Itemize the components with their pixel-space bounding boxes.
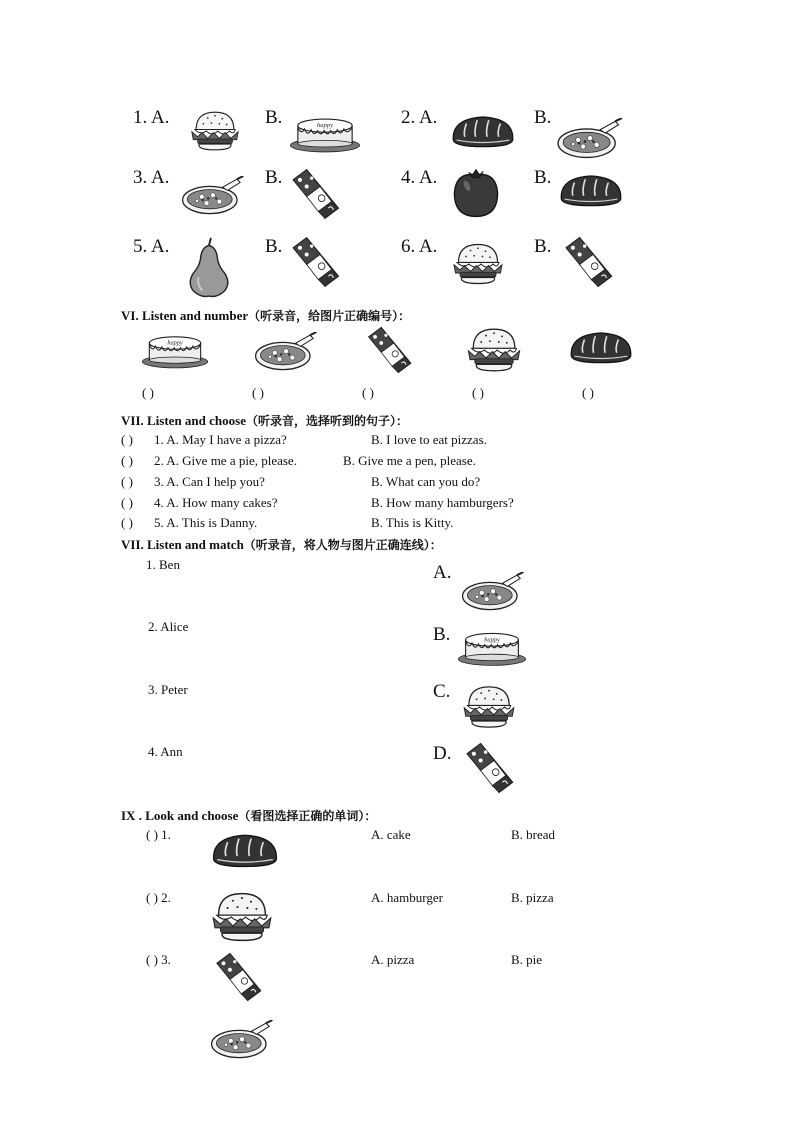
question-prompt[interactable]: ( ) 3. <box>146 952 171 967</box>
section-7-match-heading: VII. Listen and match（听录音，将人物与图片正确连线）： <box>121 537 442 552</box>
q1-number-a: 1. A. <box>133 107 170 128</box>
q6-number-a: 6. A. <box>401 236 438 257</box>
option-a: 5. A. This is Danny. <box>154 515 258 530</box>
hamburger-image <box>462 324 526 376</box>
pizza-image <box>460 572 526 612</box>
candy-bar-image <box>461 742 517 794</box>
option-a: 1. A. May I have a pizza? <box>154 432 287 447</box>
person-name: 4. Ann <box>148 744 183 759</box>
person-name: 2. Alice <box>148 619 189 634</box>
answer-bracket[interactable]: ( ) <box>252 385 264 400</box>
option-a: A. pizza <box>371 952 415 967</box>
match-letter: B. <box>433 624 451 645</box>
candy-bar-image <box>362 326 416 374</box>
candy-bar-image <box>290 236 340 288</box>
hamburger-image <box>448 236 508 292</box>
match-letter: A. <box>433 562 452 583</box>
match-letter: C. <box>433 681 451 702</box>
option-b: B. This is Kitty. <box>371 515 454 530</box>
option-b: B. pie <box>511 952 543 967</box>
pizza-image <box>253 332 319 372</box>
section-9-heading: IX . Look and choose（看图选择正确的单词）： <box>121 808 377 823</box>
pizza-image <box>556 118 624 160</box>
q3-option-b: B. <box>265 167 283 188</box>
bread-image <box>558 171 624 209</box>
cake-image <box>140 330 210 370</box>
answer-paren[interactable]: ( ) <box>121 453 133 468</box>
answer-paren[interactable]: ( ) <box>121 495 133 510</box>
option-b: B. I love to eat pizzas. <box>371 432 487 447</box>
answer-bracket[interactable]: ( ) <box>582 385 594 400</box>
answer-bracket[interactable]: ( ) <box>142 385 154 400</box>
q3-number-a: 3. A. <box>133 167 170 188</box>
hamburger-image <box>186 104 244 158</box>
pizza-image <box>180 176 246 216</box>
match-letter: D. <box>433 743 452 764</box>
option-a: A. hamburger <box>371 890 443 905</box>
option-a: A. cake <box>371 827 411 842</box>
q1-option-b: B. <box>265 107 283 128</box>
option-b: B. bread <box>511 827 556 842</box>
candy-bar-image <box>212 952 264 1002</box>
section-6-heading: VI. Listen and number（听录音，给图片正确编号）： <box>121 308 411 323</box>
person-name: 3. Peter <box>148 682 188 697</box>
option-b: B. Give me a pen, please. <box>343 453 476 468</box>
q2-number-a: 2. A. <box>401 107 438 128</box>
q6-option-b: B. <box>534 236 552 257</box>
pear-image <box>184 236 234 298</box>
answer-paren[interactable]: ( ) <box>121 515 133 530</box>
cake-image <box>288 112 362 154</box>
cake-image <box>456 626 528 668</box>
question-prompt[interactable]: ( ) 2. <box>146 890 171 905</box>
hamburger-image <box>206 888 278 946</box>
candy-bar-image <box>290 168 340 220</box>
section-7-choose-heading: VII. Listen and choose（听录音，选择听到的句子）： <box>121 413 408 428</box>
pizza-image <box>210 1020 274 1060</box>
answer-bracket[interactable]: ( ) <box>472 385 484 400</box>
option-b: B. pizza <box>511 890 554 905</box>
answer-paren[interactable]: ( ) <box>121 474 133 489</box>
option-b: B. What can you do? <box>371 474 481 489</box>
bread-image <box>210 830 280 870</box>
option-a: 3. A. Can I help you? <box>154 474 265 489</box>
q5-number-a: 5. A. <box>133 236 170 257</box>
question-prompt[interactable]: ( ) 1. <box>146 827 171 842</box>
option-b: B. How many hamburgers? <box>371 495 514 510</box>
option-a: 2. A. Give me a pie, please. <box>154 453 297 468</box>
hamburger-image <box>458 680 520 734</box>
person-name: 1. Ben <box>146 557 180 572</box>
answer-bracket[interactable]: ( ) <box>362 385 374 400</box>
option-a: 4. A. How many cakes? <box>154 495 278 510</box>
bread-image <box>450 112 516 150</box>
q5-option-b: B. <box>265 236 283 257</box>
candy-bar-image <box>560 236 616 288</box>
q2-option-b: B. <box>534 107 552 128</box>
q4-number-a: 4. A. <box>401 167 438 188</box>
bread-image <box>568 328 634 366</box>
q4-option-b: B. <box>534 167 552 188</box>
apple-image <box>449 166 503 220</box>
answer-paren[interactable]: ( ) <box>121 432 133 447</box>
